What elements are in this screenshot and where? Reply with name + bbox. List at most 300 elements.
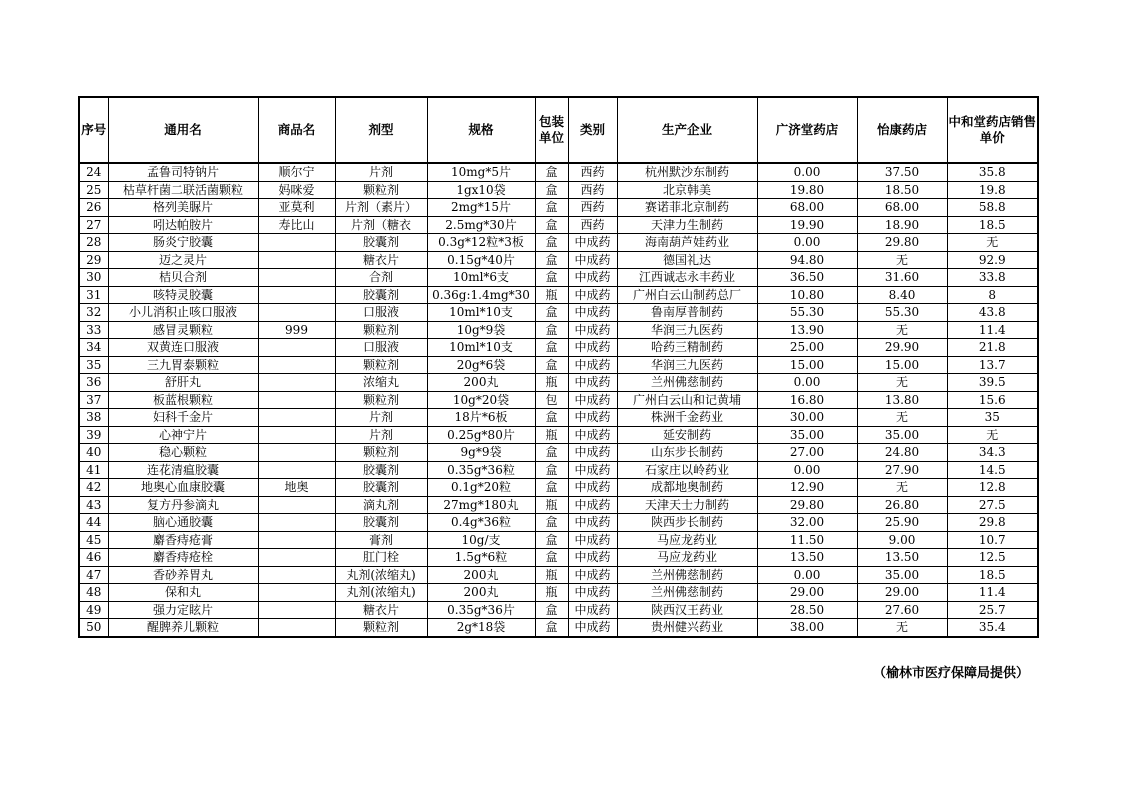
yikang-cell: 29.00	[857, 584, 947, 602]
category-cell: 西药	[568, 199, 617, 217]
spec-cell: 0.4g*36粒	[427, 514, 535, 532]
zhonghetang-cell: 58.8	[947, 199, 1038, 217]
table-row	[79, 514, 1038, 532]
spec-cell: 10ml*6支	[427, 269, 535, 287]
table-row	[79, 619, 1038, 637]
manufacturer-cell: 赛诺菲北京制药	[617, 199, 757, 217]
package-unit-cell: 盒	[535, 444, 568, 462]
table-row	[79, 566, 1038, 584]
yikang-cell: 26.80	[857, 496, 947, 514]
manufacturer-cell: 成都地奥制药	[617, 479, 757, 497]
dosage-form-cell: 颗粒剂	[335, 181, 427, 199]
spec-cell: 10g*9袋	[427, 321, 535, 339]
zhonghetang-cell: 21.8	[947, 339, 1038, 357]
yikang-cell: 无	[857, 409, 947, 427]
header-category: 类别	[568, 97, 617, 163]
header-yikang: 怡康药店	[857, 97, 947, 163]
index-cell: 30	[79, 269, 108, 287]
index-cell: 49	[79, 601, 108, 619]
table-row	[79, 356, 1038, 374]
table-row	[79, 269, 1038, 287]
brand-name-cell	[258, 549, 335, 567]
manufacturer-cell: 江西诚志永丰药业	[617, 269, 757, 287]
dosage-form-cell: 丸剂(浓缩丸)	[335, 584, 427, 602]
guangjitang-cell: 35.00	[757, 426, 857, 444]
header-guangjitang: 广济堂药店	[757, 97, 857, 163]
package-unit-cell: 盒	[535, 216, 568, 234]
index-cell: 25	[79, 181, 108, 199]
manufacturer-cell: 广州白云山制药总厂	[617, 286, 757, 304]
index-cell: 36	[79, 374, 108, 392]
table-row	[79, 374, 1038, 392]
index-cell: 38	[79, 409, 108, 427]
category-cell: 中成药	[568, 461, 617, 479]
dosage-form-cell: 片剂（糖衣	[335, 216, 427, 234]
zhonghetang-cell: 13.7	[947, 356, 1038, 374]
generic-name-cell: 地奥心血康胶囊	[108, 479, 258, 497]
manufacturer-cell: 陕西汉王药业	[617, 601, 757, 619]
package-unit-cell: 瓶	[535, 566, 568, 584]
index-cell: 50	[79, 619, 108, 637]
manufacturer-cell: 天津力生制药	[617, 216, 757, 234]
guangjitang-cell: 36.50	[757, 269, 857, 287]
brand-name-cell	[258, 461, 335, 479]
brand-name-cell: 顺尔宁	[258, 163, 335, 181]
spec-cell: 10g/支	[427, 531, 535, 549]
guangjitang-cell: 0.00	[757, 566, 857, 584]
yikang-cell: 29.80	[857, 234, 947, 252]
index-cell: 44	[79, 514, 108, 532]
manufacturer-cell: 广州白云山和记黄埔	[617, 391, 757, 409]
category-cell: 西药	[568, 216, 617, 234]
guangjitang-cell: 29.00	[757, 584, 857, 602]
category-cell: 中成药	[568, 234, 617, 252]
yikang-cell: 35.00	[857, 426, 947, 444]
guangjitang-cell: 15.00	[757, 356, 857, 374]
generic-name-cell: 肠炎宁胶囊	[108, 234, 258, 252]
table-row	[79, 409, 1038, 427]
package-unit-cell: 盒	[535, 181, 568, 199]
header-dosage-form: 剂型	[335, 97, 427, 163]
index-cell: 47	[79, 566, 108, 584]
zhonghetang-cell: 10.7	[947, 531, 1038, 549]
dosage-form-cell: 合剂	[335, 269, 427, 287]
spec-cell: 10mg*5片	[427, 163, 535, 181]
manufacturer-cell: 贵州健兴药业	[617, 619, 757, 637]
index-cell: 33	[79, 321, 108, 339]
index-cell: 26	[79, 199, 108, 217]
table-row	[79, 479, 1038, 497]
spec-cell: 200丸	[427, 374, 535, 392]
spec-cell: 0.35g*36片	[427, 601, 535, 619]
table-row	[79, 234, 1038, 252]
package-unit-cell: 盒	[535, 479, 568, 497]
source-footnote: （榆林市医疗保障局提供）	[872, 666, 1029, 681]
spec-cell: 27mg*180丸	[427, 496, 535, 514]
category-cell: 中成药	[568, 479, 617, 497]
generic-name-cell: 三九胃泰颗粒	[108, 356, 258, 374]
yikang-cell: 68.00	[857, 199, 947, 217]
spec-cell: 10g*20袋	[427, 391, 535, 409]
spec-cell: 9g*9袋	[427, 444, 535, 462]
table-row	[79, 286, 1038, 304]
table-body	[79, 163, 1038, 637]
dosage-form-cell: 颗粒剂	[335, 391, 427, 409]
yikang-cell: 31.60	[857, 269, 947, 287]
spec-cell: 20g*6袋	[427, 356, 535, 374]
package-unit-cell: 瓶	[535, 496, 568, 514]
table-row	[79, 163, 1038, 181]
zhonghetang-cell: 35	[947, 409, 1038, 427]
yikang-cell: 25.90	[857, 514, 947, 532]
zhonghetang-cell: 27.5	[947, 496, 1038, 514]
zhonghetang-cell: 18.5	[947, 216, 1038, 234]
brand-name-cell	[258, 286, 335, 304]
manufacturer-cell: 兰州佛慈制药	[617, 374, 757, 392]
dosage-form-cell: 滴丸剂	[335, 496, 427, 514]
package-unit-cell: 盒	[535, 549, 568, 567]
index-cell: 32	[79, 304, 108, 322]
dosage-form-cell: 糖衣片	[335, 251, 427, 269]
category-cell: 中成药	[568, 251, 617, 269]
spec-cell: 0.36g:1.4mg*30	[427, 286, 535, 304]
guangjitang-cell: 94.80	[757, 251, 857, 269]
manufacturer-cell: 山东步长制药	[617, 444, 757, 462]
spec-cell: 0.25g*80片	[427, 426, 535, 444]
table-row	[79, 531, 1038, 549]
manufacturer-cell: 株洲千金药业	[617, 409, 757, 427]
spec-cell: 1.5g*6粒	[427, 549, 535, 567]
index-cell: 37	[79, 391, 108, 409]
zhonghetang-cell: 43.8	[947, 304, 1038, 322]
dosage-form-cell: 胶囊剂	[335, 461, 427, 479]
spec-cell: 18片*6板	[427, 409, 535, 427]
spec-cell: 2mg*15片	[427, 199, 535, 217]
zhonghetang-cell: 15.6	[947, 391, 1038, 409]
category-cell: 中成药	[568, 496, 617, 514]
package-unit-cell: 盒	[535, 356, 568, 374]
header-row	[79, 97, 1038, 163]
category-cell: 中成药	[568, 444, 617, 462]
dosage-form-cell: 丸剂(浓缩丸)	[335, 566, 427, 584]
dosage-form-cell: 肛门栓	[335, 549, 427, 567]
header-index: 序号	[79, 97, 108, 163]
yikang-cell: 35.00	[857, 566, 947, 584]
package-unit-cell: 盒	[535, 514, 568, 532]
brand-name-cell	[258, 496, 335, 514]
dosage-form-cell: 片剂（素片）	[335, 199, 427, 217]
zhonghetang-cell: 92.9	[947, 251, 1038, 269]
brand-name-cell: 寿比山	[258, 216, 335, 234]
guangjitang-cell: 13.90	[757, 321, 857, 339]
category-cell: 中成药	[568, 601, 617, 619]
zhonghetang-cell: 11.4	[947, 584, 1038, 602]
generic-name-cell: 枯草杆菌二联活菌颗粒	[108, 181, 258, 199]
zhonghetang-cell: 19.8	[947, 181, 1038, 199]
manufacturer-cell: 马应龙药业	[617, 531, 757, 549]
brand-name-cell: 地奥	[258, 479, 335, 497]
spec-cell: 0.3g*12粒*3板	[427, 234, 535, 252]
table-row	[79, 584, 1038, 602]
header-brand-name: 商品名	[258, 97, 335, 163]
brand-name-cell	[258, 339, 335, 357]
table-row	[79, 181, 1038, 199]
guangjitang-cell: 25.00	[757, 339, 857, 357]
yikang-cell: 无	[857, 251, 947, 269]
spec-cell: 10ml*10支	[427, 304, 535, 322]
zhonghetang-cell: 34.3	[947, 444, 1038, 462]
category-cell: 中成药	[568, 339, 617, 357]
generic-name-cell: 小儿消积止咳口服液	[108, 304, 258, 322]
category-cell: 西药	[568, 163, 617, 181]
package-unit-cell: 瓶	[535, 374, 568, 392]
yikang-cell: 9.00	[857, 531, 947, 549]
table-row	[79, 321, 1038, 339]
guangjitang-cell: 30.00	[757, 409, 857, 427]
category-cell: 中成药	[568, 321, 617, 339]
header-zhonghetang: 中和堂药店销售单价	[947, 97, 1038, 163]
category-cell: 中成药	[568, 426, 617, 444]
generic-name-cell: 孟鲁司特钠片	[108, 163, 258, 181]
zhonghetang-cell: 18.5	[947, 566, 1038, 584]
index-cell: 24	[79, 163, 108, 181]
table-row	[79, 391, 1038, 409]
category-cell: 中成药	[568, 286, 617, 304]
yikang-cell: 37.50	[857, 163, 947, 181]
header-manufacturer: 生产企业	[617, 97, 757, 163]
generic-name-cell: 妇科千金片	[108, 409, 258, 427]
index-cell: 28	[79, 234, 108, 252]
dosage-form-cell: 颗粒剂	[335, 444, 427, 462]
table-row	[79, 339, 1038, 357]
package-unit-cell: 瓶	[535, 584, 568, 602]
generic-name-cell: 麝香痔疮栓	[108, 549, 258, 567]
category-cell: 中成药	[568, 304, 617, 322]
table-row	[79, 444, 1038, 462]
header-generic-name: 通用名	[108, 97, 258, 163]
manufacturer-cell: 陕西步长制药	[617, 514, 757, 532]
brand-name-cell	[258, 531, 335, 549]
yikang-cell: 15.00	[857, 356, 947, 374]
guangjitang-cell: 0.00	[757, 234, 857, 252]
manufacturer-cell: 杭州默沙东制药	[617, 163, 757, 181]
yikang-cell: 13.80	[857, 391, 947, 409]
generic-name-cell: 麝香痔疮膏	[108, 531, 258, 549]
brand-name-cell	[258, 251, 335, 269]
package-unit-cell: 盒	[535, 199, 568, 217]
brand-name-cell: 亚莫利	[258, 199, 335, 217]
guangjitang-cell: 19.90	[757, 216, 857, 234]
table-row	[79, 461, 1038, 479]
header-spec: 规格	[427, 97, 535, 163]
dosage-form-cell: 胶囊剂	[335, 286, 427, 304]
yikang-cell: 8.40	[857, 286, 947, 304]
spec-cell: 0.15g*40片	[427, 251, 535, 269]
generic-name-cell: 心神宁片	[108, 426, 258, 444]
guangjitang-cell: 29.80	[757, 496, 857, 514]
category-cell: 西药	[568, 181, 617, 199]
package-unit-cell: 瓶	[535, 426, 568, 444]
brand-name-cell	[258, 584, 335, 602]
generic-name-cell: 脑心通胶囊	[108, 514, 258, 532]
guangjitang-cell: 10.80	[757, 286, 857, 304]
dosage-form-cell: 胶囊剂	[335, 234, 427, 252]
package-unit-cell: 盒	[535, 321, 568, 339]
brand-name-cell: 妈咪爱	[258, 181, 335, 199]
guangjitang-cell: 19.80	[757, 181, 857, 199]
brand-name-cell	[258, 356, 335, 374]
guangjitang-cell: 55.30	[757, 304, 857, 322]
package-unit-cell: 盒	[535, 251, 568, 269]
table-row	[79, 496, 1038, 514]
dosage-form-cell: 膏剂	[335, 531, 427, 549]
generic-name-cell: 吲达帕胺片	[108, 216, 258, 234]
dosage-form-cell: 片剂	[335, 163, 427, 181]
dosage-form-cell: 浓缩丸	[335, 374, 427, 392]
dosage-form-cell: 片剂	[335, 409, 427, 427]
generic-name-cell: 格列美脲片	[108, 199, 258, 217]
brand-name-cell	[258, 514, 335, 532]
yikang-cell: 27.90	[857, 461, 947, 479]
package-unit-cell: 盒	[535, 234, 568, 252]
zhonghetang-cell: 35.4	[947, 619, 1038, 637]
index-cell: 39	[79, 426, 108, 444]
generic-name-cell: 迈之灵片	[108, 251, 258, 269]
brand-name-cell	[258, 391, 335, 409]
manufacturer-cell: 马应龙药业	[617, 549, 757, 567]
index-cell: 35	[79, 356, 108, 374]
zhonghetang-cell: 12.5	[947, 549, 1038, 567]
yikang-cell: 29.90	[857, 339, 947, 357]
manufacturer-cell: 兰州佛慈制药	[617, 584, 757, 602]
manufacturer-cell: 石家庄以岭药业	[617, 461, 757, 479]
spec-cell: 10ml*10支	[427, 339, 535, 357]
dosage-form-cell: 颗粒剂	[335, 619, 427, 637]
dosage-form-cell: 胶囊剂	[335, 514, 427, 532]
manufacturer-cell: 天津天士力制药	[617, 496, 757, 514]
dosage-form-cell: 颗粒剂	[335, 321, 427, 339]
index-cell: 40	[79, 444, 108, 462]
package-unit-cell: 盒	[535, 163, 568, 181]
generic-name-cell: 感冒灵颗粒	[108, 321, 258, 339]
dosage-form-cell: 胶囊剂	[335, 479, 427, 497]
dosage-form-cell: 口服液	[335, 339, 427, 357]
category-cell: 中成药	[568, 619, 617, 637]
yikang-cell: 13.50	[857, 549, 947, 567]
brand-name-cell	[258, 304, 335, 322]
table-row	[79, 601, 1038, 619]
generic-name-cell: 板蓝根颗粒	[108, 391, 258, 409]
package-unit-cell: 盒	[535, 619, 568, 637]
guangjitang-cell: 0.00	[757, 461, 857, 479]
manufacturer-cell: 华润三九医药	[617, 321, 757, 339]
spec-cell: 2g*18袋	[427, 619, 535, 637]
index-cell: 27	[79, 216, 108, 234]
yikang-cell: 24.80	[857, 444, 947, 462]
guangjitang-cell: 12.90	[757, 479, 857, 497]
index-cell: 43	[79, 496, 108, 514]
yikang-cell: 无	[857, 479, 947, 497]
spec-cell: 2.5mg*30片	[427, 216, 535, 234]
spec-cell: 200丸	[427, 584, 535, 602]
manufacturer-cell: 延安制药	[617, 426, 757, 444]
index-cell: 29	[79, 251, 108, 269]
guangjitang-cell: 27.00	[757, 444, 857, 462]
generic-name-cell: 强力定眩片	[108, 601, 258, 619]
dosage-form-cell: 片剂	[335, 426, 427, 444]
spec-cell: 200丸	[427, 566, 535, 584]
guangjitang-cell: 0.00	[757, 163, 857, 181]
yikang-cell: 无	[857, 619, 947, 637]
guangjitang-cell: 13.50	[757, 549, 857, 567]
index-cell: 42	[79, 479, 108, 497]
category-cell: 中成药	[568, 584, 617, 602]
index-cell: 31	[79, 286, 108, 304]
index-cell: 41	[79, 461, 108, 479]
brand-name-cell	[258, 566, 335, 584]
brand-name-cell	[258, 619, 335, 637]
yikang-cell: 无	[857, 374, 947, 392]
dosage-form-cell: 颗粒剂	[335, 356, 427, 374]
brand-name-cell	[258, 444, 335, 462]
table-row	[79, 216, 1038, 234]
package-unit-cell: 盒	[535, 269, 568, 287]
package-unit-cell: 盒	[535, 409, 568, 427]
manufacturer-cell: 兰州佛慈制药	[617, 566, 757, 584]
index-cell: 34	[79, 339, 108, 357]
zhonghetang-cell: 33.8	[947, 269, 1038, 287]
yikang-cell: 18.90	[857, 216, 947, 234]
spec-cell: 1gx10袋	[427, 181, 535, 199]
drug-price-table	[78, 96, 1039, 638]
yikang-cell: 18.50	[857, 181, 947, 199]
dosage-form-cell: 糖衣片	[335, 601, 427, 619]
yikang-cell: 无	[857, 321, 947, 339]
generic-name-cell: 香砂养胃丸	[108, 566, 258, 584]
package-unit-cell: 盒	[535, 304, 568, 322]
category-cell: 中成药	[568, 374, 617, 392]
package-unit-cell: 盒	[535, 601, 568, 619]
generic-name-cell: 稳心颗粒	[108, 444, 258, 462]
index-cell: 46	[79, 549, 108, 567]
index-cell: 45	[79, 531, 108, 549]
generic-name-cell: 复方丹参滴丸	[108, 496, 258, 514]
spec-cell: 0.35g*36粒	[427, 461, 535, 479]
yikang-cell: 27.60	[857, 601, 947, 619]
guangjitang-cell: 11.50	[757, 531, 857, 549]
zhonghetang-cell: 29.8	[947, 514, 1038, 532]
table-row	[79, 199, 1038, 217]
category-cell: 中成药	[568, 549, 617, 567]
guangjitang-cell: 28.50	[757, 601, 857, 619]
brand-name-cell	[258, 426, 335, 444]
manufacturer-cell: 海南葫芦娃药业	[617, 234, 757, 252]
manufacturer-cell: 鲁南厚普制药	[617, 304, 757, 322]
guangjitang-cell: 16.80	[757, 391, 857, 409]
generic-name-cell: 咳特灵胶囊	[108, 286, 258, 304]
manufacturer-cell: 德国礼达	[617, 251, 757, 269]
category-cell: 中成药	[568, 391, 617, 409]
guangjitang-cell: 38.00	[757, 619, 857, 637]
manufacturer-cell: 华润三九医药	[617, 356, 757, 374]
zhonghetang-cell: 11.4	[947, 321, 1038, 339]
generic-name-cell: 连花清瘟胶囊	[108, 461, 258, 479]
category-cell: 中成药	[568, 531, 617, 549]
dosage-form-cell: 口服液	[335, 304, 427, 322]
zhonghetang-cell: 8	[947, 286, 1038, 304]
category-cell: 中成药	[568, 269, 617, 287]
zhonghetang-cell: 无	[947, 234, 1038, 252]
